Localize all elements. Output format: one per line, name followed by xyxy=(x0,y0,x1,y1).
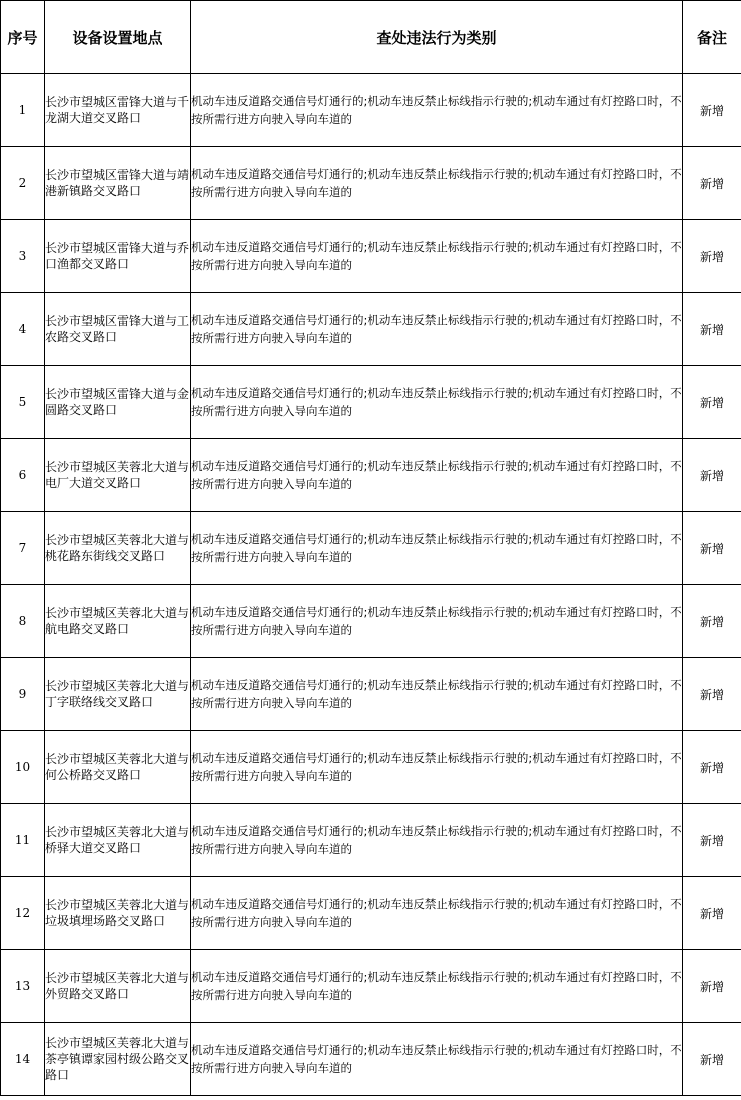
row-location: 长沙市望城区雷锋大道与乔口渔都交叉路口 xyxy=(45,220,191,293)
table-row xyxy=(1,512,741,585)
row-category: 机动车违反道路交通信号灯通行的;机动车违反禁止标线指示行驶的;机动车通过有灯控路口时，不按所需行进方向驶入导向车道的 xyxy=(191,804,683,877)
row-location: 长沙市望城区雷锋大道与工农路交叉路口 xyxy=(45,293,191,366)
table-row xyxy=(1,366,741,439)
table-row xyxy=(1,731,741,804)
row-location: 长沙市望城区芙蓉北大道与桃花路东街线交叉路口 xyxy=(45,512,191,585)
row-location: 长沙市望城区芙蓉北大道与桥驿大道交叉路口 xyxy=(45,804,191,877)
table-row xyxy=(1,147,741,220)
row-category: 机动车违反道路交通信号灯通行的;机动车违反禁止标线指示行驶的;机动车通过有灯控路口时，不按所需行进方向驶入导向车道的 xyxy=(191,585,683,658)
row-note: 新增 xyxy=(683,439,741,512)
row-seq: 10 xyxy=(1,731,45,804)
row-location: 长沙市望城区芙蓉北大道与茶亭镇谭家园村级公路交叉路口 xyxy=(45,1023,191,1096)
row-seq: 9 xyxy=(1,658,45,731)
row-category: 机动车违反道路交通信号灯通行的;机动车违反禁止标线指示行驶的;机动车通过有灯控路口时，不按所需行进方向驶入导向车道的 xyxy=(191,512,683,585)
row-seq: 8 xyxy=(1,585,45,658)
row-note: 新增 xyxy=(683,293,741,366)
row-seq: 2 xyxy=(1,147,45,220)
row-seq: 13 xyxy=(1,950,45,1023)
row-category: 机动车违反道路交通信号灯通行的;机动车违反禁止标线指示行驶的;机动车通过有灯控路口时，不按所需行进方向驶入导向车道的 xyxy=(191,220,683,293)
row-seq: 14 xyxy=(1,1023,45,1096)
row-note: 新增 xyxy=(683,1023,741,1096)
table-row xyxy=(1,950,741,1023)
row-note: 新增 xyxy=(683,147,741,220)
row-category: 机动车违反道路交通信号灯通行的;机动车违反禁止标线指示行驶的;机动车通过有灯控路口时，不按所需行进方向驶入导向车道的 xyxy=(191,293,683,366)
row-category: 机动车违反道路交通信号灯通行的;机动车违反禁止标线指示行驶的;机动车通过有灯控路口时，不按所需行进方向驶入导向车道的 xyxy=(191,658,683,731)
table-row xyxy=(1,293,741,366)
row-note: 新增 xyxy=(683,877,741,950)
table-row xyxy=(1,658,741,731)
row-seq: 4 xyxy=(1,293,45,366)
row-note: 新增 xyxy=(683,658,741,731)
row-category: 机动车违反道路交通信号灯通行的;机动车违反禁止标线指示行驶的;机动车通过有灯控路口时，不按所需行进方向驶入导向车道的 xyxy=(191,74,683,147)
table-header-row xyxy=(1,1,741,74)
row-category: 机动车违反道路交通信号灯通行的;机动车违反禁止标线指示行驶的;机动车通过有灯控路口时，不按所需行进方向驶入导向车道的 xyxy=(191,877,683,950)
row-location: 长沙市望城区雷锋大道与金圆路交叉路口 xyxy=(45,366,191,439)
table-row xyxy=(1,1023,741,1096)
row-note: 新增 xyxy=(683,366,741,439)
row-location: 长沙市望城区芙蓉北大道与外贸路交叉路口 xyxy=(45,950,191,1023)
row-seq: 1 xyxy=(1,74,45,147)
table-row xyxy=(1,877,741,950)
row-seq: 7 xyxy=(1,512,45,585)
row-seq: 12 xyxy=(1,877,45,950)
row-seq: 5 xyxy=(1,366,45,439)
row-location: 长沙市望城区芙蓉北大道与何公桥路交叉路口 xyxy=(45,731,191,804)
row-category: 机动车违反道路交通信号灯通行的;机动车违反禁止标线指示行驶的;机动车通过有灯控路口时，不按所需行进方向驶入导向车道的 xyxy=(191,439,683,512)
table-row xyxy=(1,74,741,147)
table-row xyxy=(1,804,741,877)
row-category: 机动车违反道路交通信号灯通行的;机动车违反禁止标线指示行驶的;机动车通过有灯控路口时，不按所需行进方向驶入导向车道的 xyxy=(191,1023,683,1096)
row-category: 机动车违反道路交通信号灯通行的;机动车违反禁止标线指示行驶的;机动车通过有灯控路口时，不按所需行进方向驶入导向车道的 xyxy=(191,147,683,220)
row-seq: 6 xyxy=(1,439,45,512)
table-row xyxy=(1,220,741,293)
row-note: 新增 xyxy=(683,220,741,293)
row-note: 新增 xyxy=(683,950,741,1023)
row-category: 机动车违反道路交通信号灯通行的;机动车违反禁止标线指示行驶的;机动车通过有灯控路口时，不按所需行进方向驶入导向车道的 xyxy=(191,731,683,804)
row-note: 新增 xyxy=(683,74,741,147)
row-category: 机动车违反道路交通信号灯通行的;机动车违反禁止标线指示行驶的;机动车通过有灯控路口时，不按所需行进方向驶入导向车道的 xyxy=(191,366,683,439)
row-note: 新增 xyxy=(683,804,741,877)
row-location: 长沙市望城区芙蓉北大道与航电路交叉路口 xyxy=(45,585,191,658)
row-location: 长沙市望城区芙蓉北大道与垃圾填埋场路交叉路口 xyxy=(45,877,191,950)
header-note: 备注 xyxy=(683,1,741,74)
row-location: 长沙市望城区雷锋大道与千龙湖大道交叉路口 xyxy=(45,74,191,147)
row-note: 新增 xyxy=(683,512,741,585)
table-body xyxy=(1,74,741,1096)
row-location: 长沙市望城区芙蓉北大道与电厂大道交叉路口 xyxy=(45,439,191,512)
row-note: 新增 xyxy=(683,585,741,658)
row-seq: 3 xyxy=(1,220,45,293)
row-location: 长沙市望城区芙蓉北大道与丁字联络线交叉路口 xyxy=(45,658,191,731)
row-seq: 11 xyxy=(1,804,45,877)
row-note: 新增 xyxy=(683,731,741,804)
row-category: 机动车违反道路交通信号灯通行的;机动车违反禁止标线指示行驶的;机动车通过有灯控路口时，不按所需行进方向驶入导向车道的 xyxy=(191,950,683,1023)
header-category: 查处违法行为类别 xyxy=(191,1,683,74)
table-row xyxy=(1,439,741,512)
header-seq: 序号 xyxy=(1,1,45,74)
table-row xyxy=(1,585,741,658)
header-location: 设备设置地点 xyxy=(45,1,191,74)
row-location: 长沙市望城区雷锋大道与靖港新镇路交叉路口 xyxy=(45,147,191,220)
